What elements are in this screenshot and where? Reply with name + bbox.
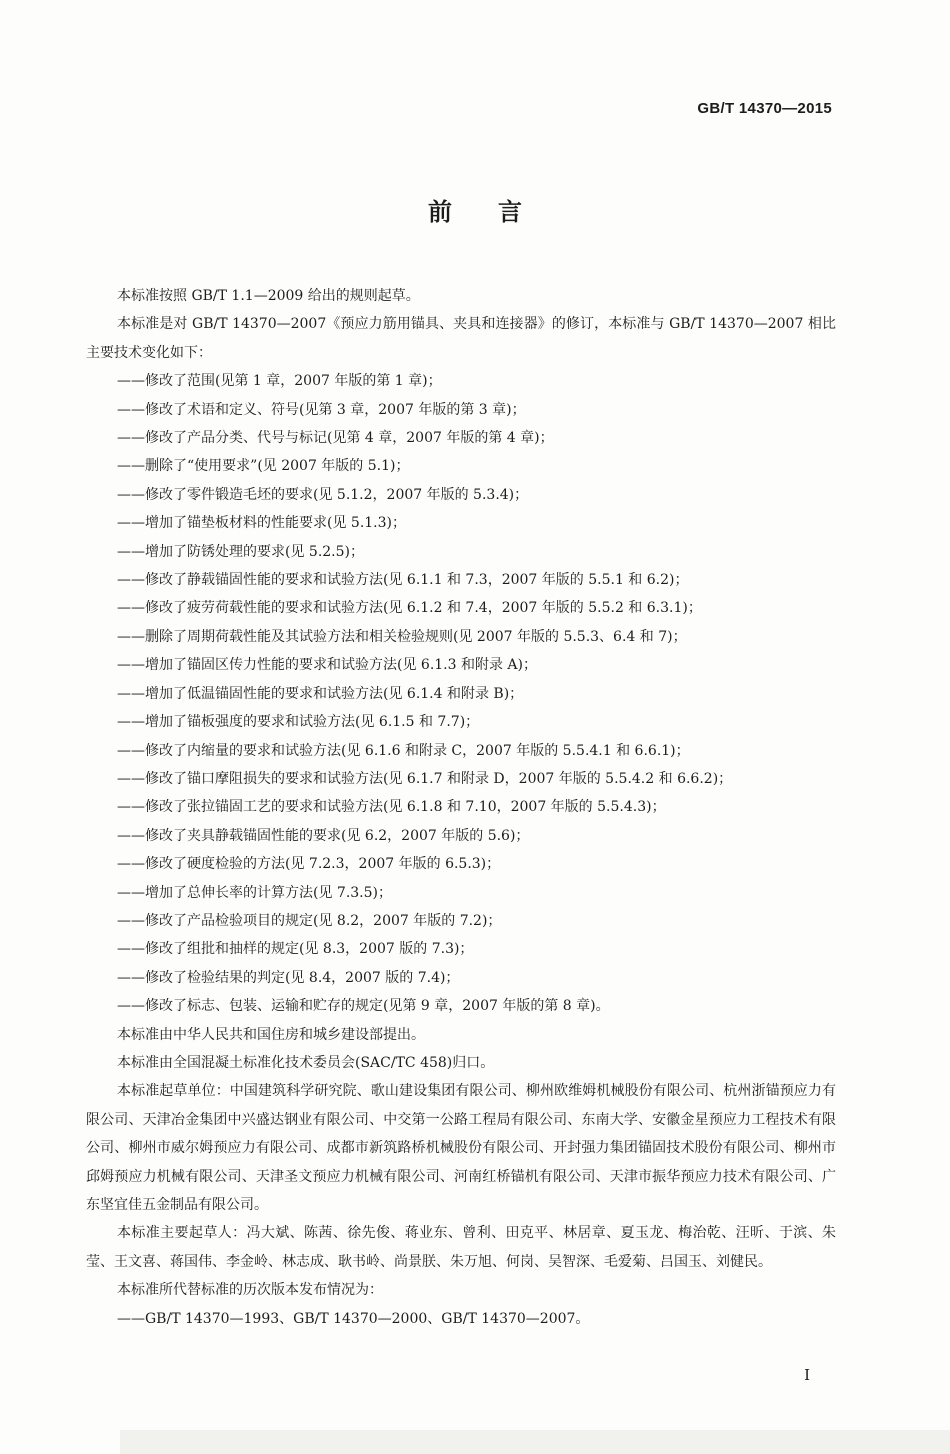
list-item: ——修改了组批和抽样的规定(见 8.3，2007 版的 7.3)； [117, 941, 474, 958]
standard-code: GB/T 14370—2015 [697, 100, 832, 117]
list-item: ——修改了检验结果的判定(见 8.4，2007 版的 7.4)； [117, 969, 460, 986]
list-item: ——增加了低温锚固性能的要求和试验方法(见 6.1.4 和附录 B)； [117, 685, 524, 702]
page-title: 前言 [428, 198, 568, 226]
list-item: ——修改了范围(见第 1 章，2007 年版的第 1 章)； [117, 373, 442, 390]
list-item: ——修改了静载锚固性能的要求和试验方法(见 6.1.1 和 7.3，2007 年版的 5.5.1 和 6.2)； [117, 572, 689, 589]
paragraph-history-intro: 本标准所代替标准的历次版本发布情况为： [117, 1282, 383, 1299]
paragraph-committee: 本标准由全国混凝土标准化技术委员会(SAC/TC 458)归口。 [117, 1054, 495, 1071]
paragraph-proposer: 本标准由中华人民共和国住房和城乡建设部提出。 [117, 1026, 425, 1043]
list-item: ——GB/T 14370—1993、GB/T 14370—2000、GB/T 14370—2007。 [117, 1310, 590, 1327]
list-item: ——修改了零件锻造毛坯的要求(见 5.1.2，2007 年版的 5.3.4)； [117, 486, 529, 503]
list-item: ——修改了产品分类、代号与标记(见第 4 章，2007 年版的第 4 章)； [117, 430, 554, 447]
list-item: ——修改了产品检验项目的规定(见 8.2，2007 年版的 7.2)； [117, 912, 502, 929]
list-item: ——修改了夹具静载锚固性能的要求(见 6.2，2007 年版的 5.6)； [117, 827, 530, 844]
changes-list [86, 367, 836, 1020]
list-item: ——修改了硬度检验的方法(见 7.2.3，2007 年版的 6.5.3)； [117, 856, 501, 873]
list-item: ——修改了内缩量的要求和试验方法(见 6.1.6 和附录 C，2007 年版的 5.5.4.1 和 6.6.1)； [117, 742, 690, 759]
list-item: ——修改了术语和定义、符号(见第 3 章，2007 年版的第 3 章)； [117, 401, 526, 418]
list-item: ——删除了“使用要求”(见 2007 年版的 5.1)； [117, 458, 410, 475]
foreword-body [86, 282, 836, 1333]
list-item: ——修改了锚口摩阻损失的要求和试验方法(见 6.1.7 和附录 D，2007 年版的 5.5.4.2 和 6.6.2)； [117, 770, 733, 787]
list-item: ——增加了总伸长率的计算方法(见 7.3.5)； [117, 884, 392, 901]
list-item: ——增加了锚固区传力性能的要求和试验方法(见 6.1.3 和附录 A)； [117, 657, 538, 674]
page-number: I [804, 1366, 810, 1384]
paragraph-drafting-units: 本标准起草单位：中国建筑科学研究院、歌山建设集团有限公司、柳州欧维姆机械股份有限公司、杭州浙锚预应力有限公司、天津冶金集团中兴盛达钢业有限公司、中交第一公路工程局有限公司、东南大学、安徽金星预应力工程技术有限公司、柳州市威尔姆预应力有限公司、成都市新筑路桥机械股份有限公司、开封强力集团锚固技术股份有限公司、柳州市邱姆预应力机械有限公司、天津圣文预应力机械有限公司、河南红桥锚机有限公司、天津市振华预应力技术有限公司、广东坚宜佳五金制品有限公司。 [86, 1083, 836, 1213]
paragraph-revision-intro: 本标准是对 GB/T 14370—2007《预应力筋用锚具、夹具和连接器》的修订，本标准与 GB/T 14370—2007 相比主要技术变化如下： [86, 316, 836, 361]
list-item: ——增加了锚板强度的要求和试验方法(见 6.1.5 和 7.7)； [117, 714, 480, 731]
list-item: ——增加了防锈处理的要求(见 5.2.5)； [117, 543, 364, 560]
list-item: ——修改了标志、包装、运输和贮存的规定(见第 9 章，2007 年版的第 8 章)。 [117, 998, 610, 1015]
list-item: ——修改了疲劳荷载性能的要求和试验方法(见 6.1.2 和 7.4，2007 年版的 5.5.2 和 6.3.1)； [117, 600, 702, 617]
list-item: ——删除了周期荷载性能及其试验方法和相关检验规则(见 2007 年版的 5.5.3、6.4 和 7)； [117, 628, 687, 645]
list-item: ——修改了张拉锚固工艺的要求和试验方法(见 6.1.8 和 7.10，2007 年版的 5.5.4.3)； [117, 799, 666, 816]
scan-footer-band [120, 1430, 950, 1454]
paragraph-drafting-rules: 本标准按照 GB/T 1.1—2009 给出的规则起草。 [117, 288, 420, 304]
history-list [86, 1305, 836, 1333]
list-item: ——增加了锚垫板材料的性能要求(见 5.1.3)； [117, 515, 406, 532]
paragraph-drafters: 本标准主要起草人：冯大斌、陈茜、徐先俊、蒋业东、曾利、田克平、林居章、夏玉龙、梅治乾、汪昕、于滨、朱莹、王文喜、蒋国伟、李金岭、林志成、耿书岭、尚景朕、朱万旭、何岗、吴智深、毛爱菊、吕国玉、刘健民。 [86, 1225, 836, 1270]
